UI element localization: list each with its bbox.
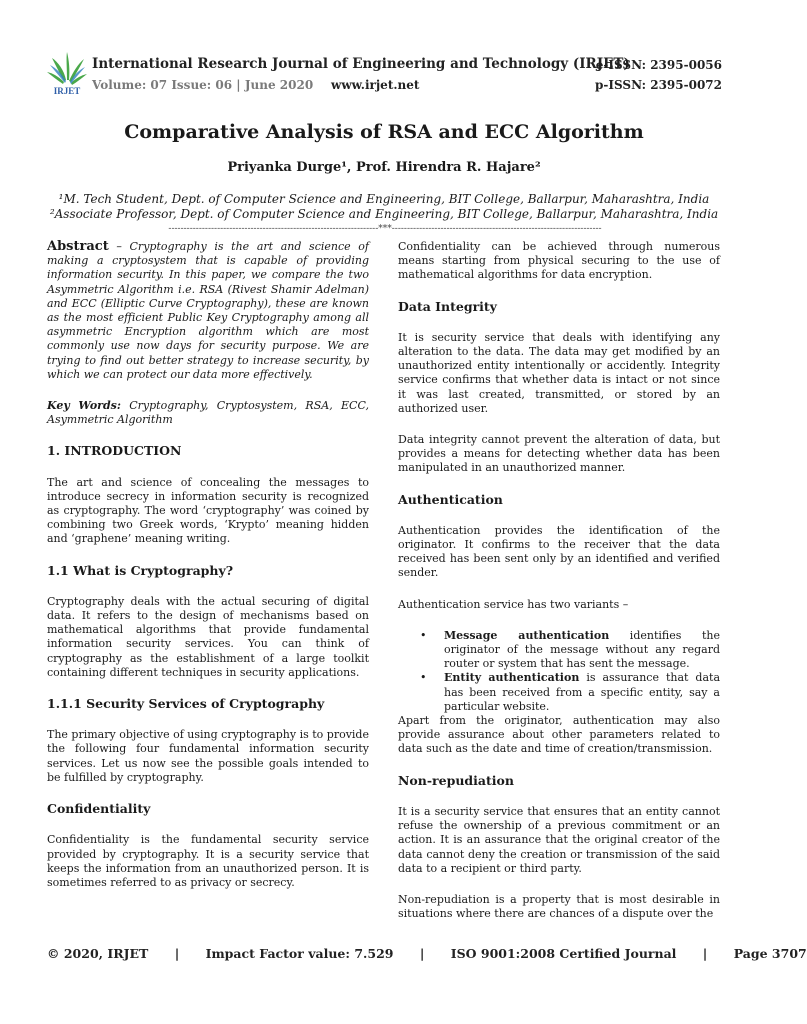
non-repudiation-text-2: Non-repudiation is a property that is most desirable in situations where there are chances of a dispute over the — [398, 892, 720, 921]
authentication-text-2: Authentication service has two variants – — [398, 597, 629, 611]
affiliation-2: ²Associate Professor, Dept. of Computer Science and Engineering, BIT College, Ballarpur, Maharashtra, India — [49, 207, 719, 221]
footer-divider: | — [174, 946, 180, 961]
non-repudiation-text-1: It is a security service that ensures that an entity cannot refuse the ownership of a previous commitment or an action. It is an assurance that the original creator of the data cannot deny the creation or transmission of the said data to a recipient or third party. — [398, 804, 720, 875]
paper-title: Comparative Analysis of RSA and ECC Algorithm — [124, 121, 644, 143]
authentication-text-3: Apart from the originator, authentication may also provide assurance about other parameters related to data such as the date and time of creation/transmission. — [398, 714, 720, 756]
footer-divider: | — [702, 946, 708, 961]
data-integrity-heading: Data Integrity — [398, 298, 497, 314]
confidentiality-heading: Confidentiality — [47, 801, 151, 817]
footer-impact-factor: Impact Factor value: 7.529 — [205, 946, 394, 961]
abstract-text: – Cryptography is the art and science of making a cryptosystem that is capable of providing information security. In this paper, we compare the two Asymmetric Algorithm i.e. RSA (Rivest Shamir Adelman) and ECC (Elliptic Curve Cryptography), these are known as the most efficient Public Key Cryptography among all asymmetric Encryption algorithm which are most commonly use now days for security purpose. We are trying to find out better strategy to increase security, by which we can protect our data more effectively. — [47, 240, 369, 381]
authentication-text-1: Authentication provides the identification of the originator. It confirms to the receiver that the data received has been sent only by an identified and verified sender. — [398, 523, 720, 580]
left-column — [47, 240, 369, 907]
keywords-label: Key Words: — [47, 399, 121, 413]
website-link[interactable]: www.irjet.net — [331, 78, 420, 92]
message-authentication-term: Message authentication — [444, 628, 610, 642]
page-footer — [47, 946, 807, 961]
introduction-heading: 1. INTRODUCTION — [47, 443, 182, 459]
abstract-label: Abstract — [47, 239, 109, 254]
list-item — [398, 671, 720, 714]
affiliation-1: ¹M. Tech Student, Dept. of Computer Science and Engineering, BIT College, Ballarpur, Maharashtra, India — [58, 192, 710, 206]
entity-authentication-term: Entity authentication — [444, 671, 580, 685]
abstract — [47, 240, 369, 382]
paper-authors: Priyanka Durge¹, Prof. Hirendra R. Hajare² — [227, 160, 541, 175]
footer-iso: ISO 9001:2008 Certified Journal — [450, 946, 677, 961]
data-integrity-text-1: It is security service that deals with identifying any alteration to the data. The data may get modified by an unauthorized entity intentionally or accidently. Integrity service confirms that whether data is intact or not since it was last created, transmitted, or stored by an authorized user. — [398, 330, 720, 415]
data-integrity-text-2: Data integrity cannot prevent the alteration of data, but provides a means for detecting whether data has been manipulated in an unauthorized manner. — [398, 433, 720, 475]
journal-header — [44, 50, 724, 98]
entity-authentication-text: is assurance that data has been received from a specific entity, say a particular website. — [444, 671, 721, 713]
non-repudiation-heading: Non-repudiation — [398, 772, 514, 788]
section-separator: ---------------------------------------------------------------------***--------------------------------------------------------------------- — [168, 224, 602, 234]
irjet-logo — [44, 50, 90, 96]
security-services-heading: 1.1.1 Security Services of Cryptography — [47, 696, 325, 712]
confidentiality-text: Confidentiality is the fundamental security service provided by cryptography. It is a security service that keeps the information from an unauthorized person. It is sometimes referred to as privacy or secrecy. — [47, 833, 369, 889]
introduction-text: The art and science of concealing the messages to introduce secrecy in information security is recognized as cryptography. The word ‘cryptography’ was coined by combining two Greek words, ‘Krypto’ meaning hidden and ‘graphene’ meaning writing. — [47, 475, 369, 546]
what-is-cryptography-heading: 1.1 What is Cryptography? — [47, 562, 234, 578]
message-authentication-text: identifies the originator of the message without any regard router or system that has sent the message. — [444, 628, 721, 671]
issue-info: Volume: 07 Issue: 06 | June 2020 — [92, 78, 314, 92]
keywords-text: Cryptography, Cryptosystem, RSA, ECC, Asymmetric Algorithm — [47, 399, 369, 427]
journal-name: International Research Journal of Engineering and Technology (IRJET) — [92, 56, 630, 72]
footer-copyright: © 2020, IRJET — [47, 946, 149, 961]
footer-page-number: Page 3707 — [733, 946, 807, 961]
authentication-variants-list — [398, 629, 720, 714]
right-column — [398, 240, 720, 938]
p-issn: p-ISSN: 2395-0072 — [595, 78, 722, 92]
e-issn: e-ISSN: 2395-0056 — [595, 58, 722, 72]
confidentiality-continued: Confidentiality can be achieved through numerous means starting from physical securing to the use of mathematical algorithms for data encryption. — [398, 240, 720, 282]
keywords — [47, 399, 369, 427]
svg-text:IRJET: IRJET — [53, 86, 81, 96]
list-item — [398, 629, 720, 672]
authentication-heading: Authentication — [398, 491, 503, 507]
security-services-text: The primary objective of using cryptography is to provide the following four fundamental information security services. Let us now see the possible goals intended to be fulfilled by cryptography. — [47, 728, 369, 784]
footer-divider: | — [419, 946, 425, 961]
what-is-cryptography-text: Cryptography deals with the actual securing of digital data. It refers to the design of mechanisms based on mathematical algorithms that provide fundamental information security services. You can think of cryptography as the establishment of a large toolkit containing different techniques in security applications. — [47, 594, 369, 679]
